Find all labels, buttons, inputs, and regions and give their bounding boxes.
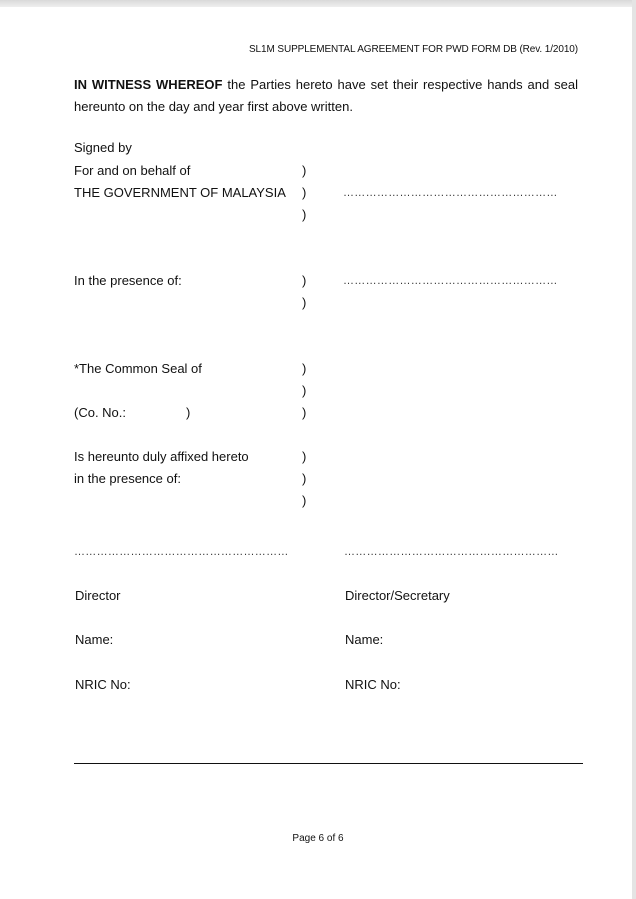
bracket-mark: ) xyxy=(302,361,307,376)
page-number: Page 6 of 6 xyxy=(292,833,344,844)
bracket-mark: ) xyxy=(302,471,307,486)
company-number-close: ) xyxy=(186,405,191,420)
document-header: SL1M SUPPLEMENTAL AGREEMENT FOR PWD FORM DB (Rev. 1/2010) xyxy=(248,44,578,55)
director-nric-label: NRIC No: xyxy=(75,677,131,692)
bracket-mark: ) xyxy=(302,383,307,398)
scan-edge-right xyxy=(632,0,636,899)
secretary-name-label: Name: xyxy=(345,632,384,647)
director-title: Director xyxy=(75,588,121,603)
witness-text: the Parties hereto have set their respective hands and seal hereunto on the day and year first above written. xyxy=(74,77,578,114)
bracket-mark: ) xyxy=(302,449,307,464)
bracket-mark: ) xyxy=(302,295,307,310)
bracket-mark: ) xyxy=(302,163,307,178)
witness-lead: IN WITNESS WHEREOF xyxy=(74,77,223,92)
company-number-label: (Co. No.: xyxy=(74,405,127,420)
signature-line-government: ………………………………………………… xyxy=(343,187,558,199)
secretary-title: Director/Secretary xyxy=(345,588,450,603)
witness-clause xyxy=(74,74,578,118)
signature-line-director: ………………………………………………… xyxy=(74,546,289,558)
on-behalf-label: For and on behalf of xyxy=(74,163,191,178)
bracket-mark: ) xyxy=(302,273,307,288)
bracket-mark: ) xyxy=(302,185,307,200)
scan-edge-top xyxy=(0,0,636,7)
signature-line-secretary: ………………………………………………… xyxy=(344,546,559,558)
affixed-label: Is hereunto duly affixed hereto xyxy=(74,449,249,464)
bottom-divider xyxy=(74,763,583,764)
director-name-label: Name: xyxy=(75,632,114,647)
bracket-mark: ) xyxy=(302,405,307,420)
bracket-mark: ) xyxy=(302,493,307,508)
signature-line-witness: ………………………………………………… xyxy=(343,275,558,287)
bracket-mark: ) xyxy=(302,207,307,222)
government-name: THE GOVERNMENT OF MALAYSIA xyxy=(74,185,286,200)
seal-presence-label: in the presence of: xyxy=(74,471,181,486)
secretary-nric-label: NRIC No: xyxy=(345,677,401,692)
common-seal-label: *The Common Seal of xyxy=(74,361,202,376)
presence-label: In the presence of: xyxy=(74,273,182,288)
signed-by-label: Signed by xyxy=(74,140,132,155)
